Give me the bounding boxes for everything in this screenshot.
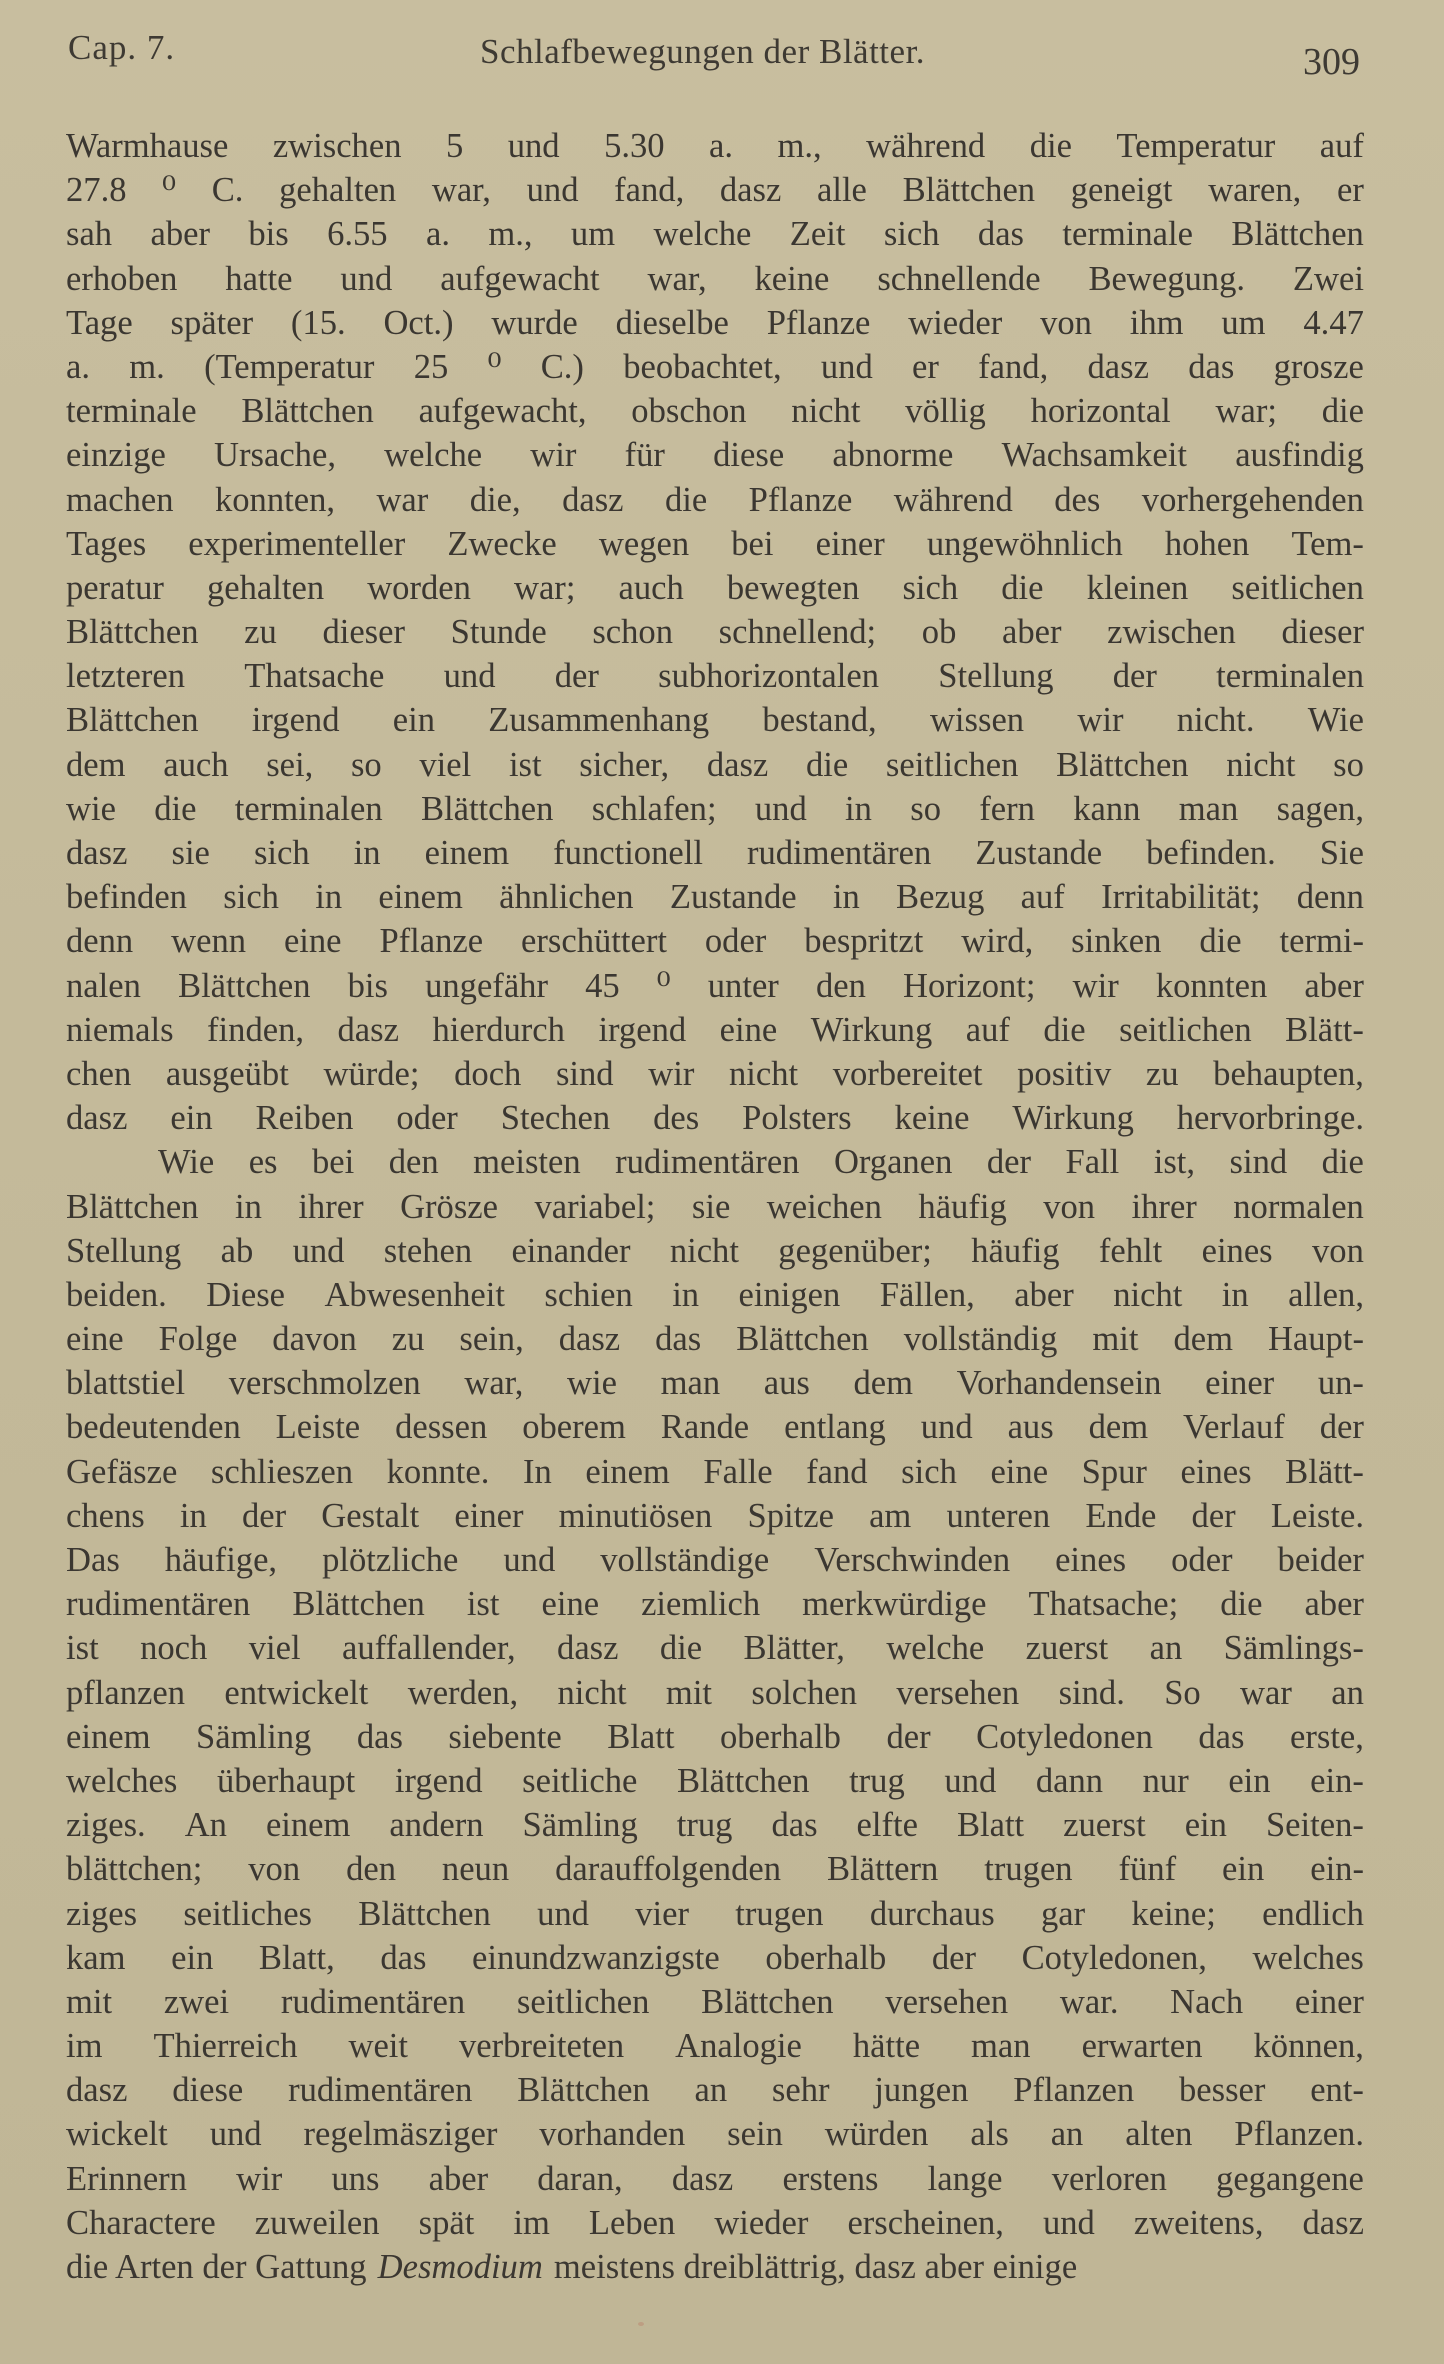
text-line: ziges. An einem andern Sämling trug das elfte Blatt zuerst ein Seiten- [66,1806,1364,1845]
running-title: Schlafbewegungen der Blätter. [480,32,926,71]
text-line-end: meistens dreiblättrig, dasz aber einige [553,2248,1078,2286]
text-line: Blättchen irgend ein Zusammenhang bestand, wissen wir nicht. Wie [66,701,1364,740]
paper-speck [638,2322,644,2326]
text-line: Wie es bei den meisten rudimentären Organen der Fall ist, sind die [158,1143,1364,1182]
text-line: bedeutenden Leiste dessen oberem Rande entlang und aus dem Verlauf der [66,1408,1364,1447]
text-line: rudimentären Blättchen ist eine ziemlich merkwürdige Thatsache; die aber [66,1585,1364,1624]
text-line: 27.8 ⁰ C. gehalten war, und fand, dasz alle Blättchen geneigt waren, er [66,171,1364,210]
text-line [66,2245,1364,2289]
text-line: chens in der Gestalt einer minutiösen Spitze am unteren Ende der Leiste. [66,1496,1364,1535]
text-line: wickelt und regelmäsziger vorhanden sein würden als an alten Pflanzen. [66,2115,1364,2154]
genus-name-italic: Desmodium [377,2248,543,2286]
text-line: Gefäsze schlieszen konnte. In einem Falle fand sich eine Spur eines Blätt- [66,1452,1364,1491]
text-line: Charactere zuweilen spät im Leben wieder erscheinen, und zweitens, dasz [66,2203,1364,2242]
text-line: denn wenn eine Pflanze erschüttert oder bespritzt wird, sinken die termi- [66,922,1364,961]
text-line: sah aber bis 6.55 a. m., um welche Zeit sich das terminale Blättchen [66,215,1364,254]
text-line: a. m. (Temperatur 25 ⁰ C.) beobachtet, und er fand, dasz das grosze [66,347,1364,386]
chapter-label: Cap. 7. [68,28,176,67]
text-line: einzige Ursache, welche wir für diese abnorme Wachsamkeit ausfindig [66,436,1364,475]
page-number: 309 [1303,41,1360,83]
text-line: mit zwei rudimentären seitlichen Blättchen versehen war. Nach einer [66,1982,1364,2021]
text-line: Blättchen zu dieser Stunde schon schnellend; ob aber zwischen dieser [66,613,1364,652]
text-line: blattstiel verschmolzen war, wie man aus dem Vorhandensein einer un- [66,1364,1364,1403]
text-line: dasz diese rudimentären Blättchen an sehr jungen Pflanzen besser ent- [66,2071,1364,2110]
text-line: letzteren Thatsache und der subhorizontalen Stellung der terminalen [66,657,1364,696]
text-line: Das häufige, plötzliche und vollständige Verschwinden eines oder beider [66,1541,1364,1579]
text-line: Tage später (15. Oct.) wurde dieselbe Pflanze wieder von ihm um 4.47 [66,303,1364,342]
body-text [66,124,1364,2289]
text-line: welches überhaupt irgend seitliche Blättchen trug und dann nur ein ein- [66,1761,1364,1800]
text-line: dem auch sei, so viel ist sicher, dasz die seitlichen Blättchen nicht so [66,745,1364,784]
text-line: dasz ein Reiben oder Stechen des Polsters keine Wirkung hervorbringe. [66,1099,1364,1138]
running-header [68,28,1360,88]
text-line: nalen Blättchen bis ungefähr 45 ⁰ unter den Horizont; wir konnten aber [66,966,1364,1005]
text-line: ist noch viel auffallender, dasz die Blätter, welche zuerst an Sämlings- [66,1629,1364,1668]
text-line: niemals finden, dasz hierdurch irgend eine Wirkung auf die seitlichen Blätt- [66,1010,1364,1049]
text-line: chen ausgeübt würde; doch sind wir nicht vorbereitet positiv zu behaupten, [66,1054,1364,1093]
text-line-start: die Arten der Gattung [66,2248,367,2286]
text-line: blättchen; von den neun darauffolgenden Blättern trugen fünf ein ein- [66,1850,1364,1889]
text-line: einem Sämling das siebente Blatt oberhalb der Cotyledonen das erste, [66,1717,1364,1756]
text-line: Stellung ab und stehen einander nicht gegenüber; häufig fehlt eines von [66,1231,1364,1270]
text-line: kam ein Blatt, das einundzwanzigste oberhalb der Cotyledonen, welches [66,1938,1364,1977]
text-line: im Thierreich weit verbreiteten Analogie hätte man erwarten können, [66,2027,1364,2066]
text-line: pflanzen entwickelt werden, nicht mit solchen versehen sind. So war an [66,1673,1364,1712]
text-line: dasz sie sich in einem functionell rudimentären Zustande befinden. Sie [66,834,1364,872]
text-line: machen konnten, war die, dasz die Pflanze während des vorhergehenden [66,480,1364,519]
text-line: befinden sich in einem ähnlichen Zustande in Bezug auf Irritabilität; denn [66,878,1364,917]
text-line: Blättchen in ihrer Grösze variabel; sie weichen häufig von ihrer normalen [66,1187,1364,1226]
text-line: Warmhause zwischen 5 und 5.30 a. m., während die Temperatur auf [66,127,1364,165]
text-line: terminale Blättchen aufgewacht, obschon nicht völlig horizontal war; die [66,392,1364,431]
text-line: wie die terminalen Blättchen schlafen; und in so fern kann man sagen, [66,789,1364,828]
text-line: peratur gehalten worden war; auch bewegten sich die kleinen seitlichen [66,568,1364,607]
text-line: Tages experimenteller Zwecke wegen bei einer ungewöhnlich hohen Tem- [66,524,1364,563]
text-line: ziges seitliches Blättchen und vier trugen durchaus gar keine; endlich [66,1894,1364,1933]
text-line: beiden. Diese Abwesenheit schien in einigen Fällen, aber nicht in allen, [66,1275,1364,1314]
text-line: Erinnern wir uns aber daran, dasz erstens lange verloren gegangene [66,2159,1364,2198]
text-line: eine Folge davon zu sein, dasz das Blättchen vollständig mit dem Haupt- [66,1320,1364,1359]
text-line: erhoben hatte und aufgewacht war, keine schnellende Bewegung. Zwei [66,259,1364,298]
